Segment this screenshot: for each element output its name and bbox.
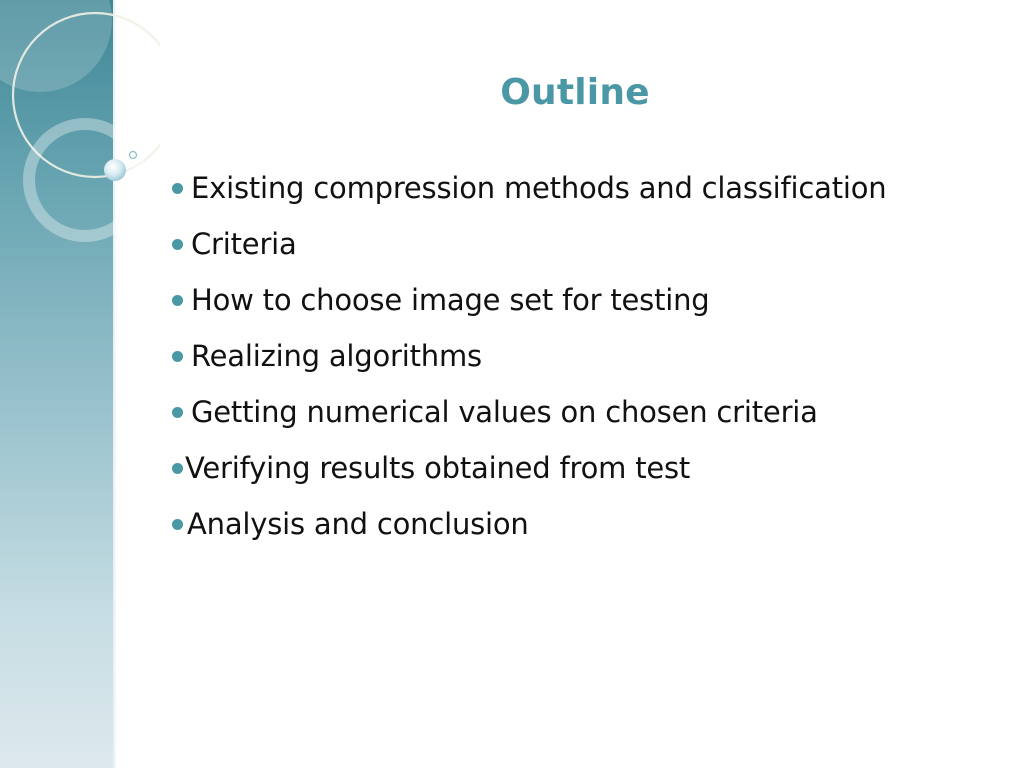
bullet-text: Analysis and conclusion: [187, 507, 529, 541]
bullet-text: Verifying results obtained from test: [185, 451, 691, 485]
slide-title: Outline: [500, 72, 650, 113]
bullet-item: [172, 272, 886, 328]
bullet-dot-icon: [172, 519, 183, 530]
bullet-item: [172, 496, 886, 552]
bullet-text: Existing compression methods and classification: [191, 171, 887, 205]
bullet-text: Realizing algorithms: [191, 339, 482, 373]
bullet-text: Criteria: [191, 227, 297, 261]
decorative-rings-icon: [0, 0, 160, 260]
bullet-item: [172, 440, 886, 496]
bullet-item: [172, 328, 886, 384]
bullet-dot-icon: [172, 295, 183, 306]
bullet-text: Getting numerical values on chosen criteria: [191, 395, 818, 429]
outline-bullet-list: [172, 160, 886, 552]
bullet-item: [172, 160, 886, 216]
bullet-dot-icon: [172, 463, 183, 474]
bullet-item: [172, 216, 886, 272]
bullet-dot-icon: [172, 239, 183, 250]
bullet-dot-icon: [172, 351, 183, 362]
bullet-item: [172, 384, 886, 440]
bullet-dot-icon: [172, 407, 183, 418]
bullet-dot-icon: [172, 183, 183, 194]
bullet-text: How to choose image set for testing: [191, 283, 710, 317]
